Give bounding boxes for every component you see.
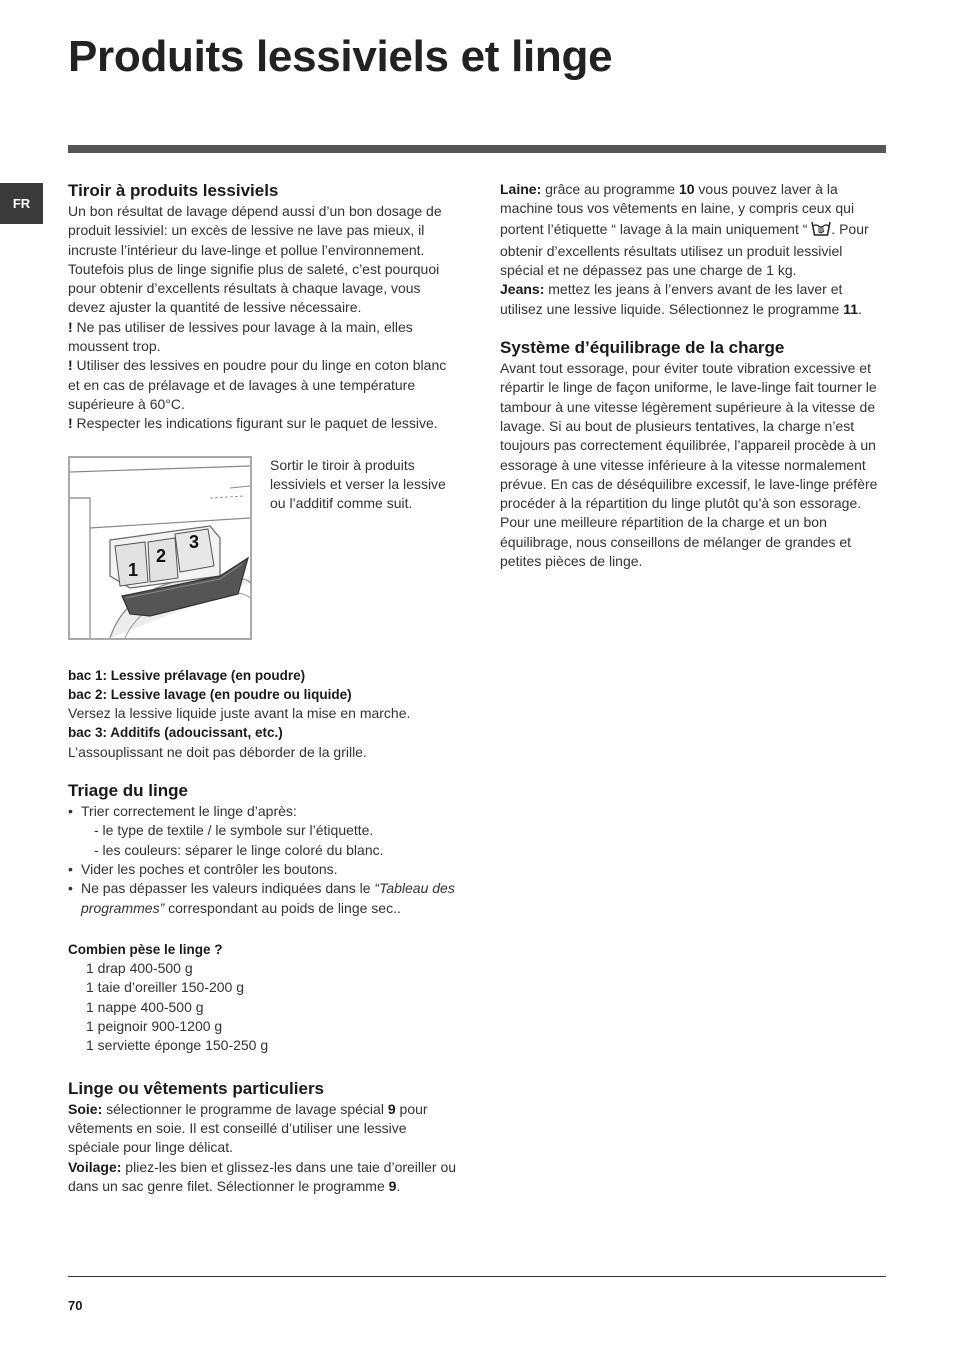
- left-column: [68, 180, 458, 1196]
- page-number: 70: [68, 1298, 83, 1313]
- language-tab: FR: [0, 183, 43, 224]
- warning-mark: !: [68, 318, 73, 335]
- list-item: • Trier correctement le linge d’après: - le type de textile / le symbole sur l’étiquette. - les couleurs: séparer le linge coloré du blanc.: [68, 802, 458, 860]
- compartment-number-3: 3: [189, 531, 200, 552]
- figure-caption: Sortir le tiroir à produits lessiviels et verser la lessive ou l’additif comme suit.: [270, 456, 446, 512]
- list-item: 1 nappe 400-500 g: [86, 998, 204, 1015]
- footer-rule: [68, 1276, 886, 1277]
- laine-paragraph: Laine: grâce au programme 10 vous pouvez laver à la machine tous vos vêtements en laine, y compris ceux qui portent l’étiquette “ lavage à la main uniquement “ . Pour obtenir d’excellents résultats utilisez un produit lessiviel spécial et ne dépassez pas une charge de 1 kg.: [500, 181, 869, 279]
- bac-3-note: L’assouplissant ne doit pas déborder de la grille.: [68, 743, 367, 760]
- section-heading-tiroir: Tiroir à produits lessiviels: [68, 181, 279, 200]
- bac-2-label: bac 2: Lessive lavage (en poudre ou liquide): [68, 686, 352, 702]
- equilibrage-text: Avant tout essorage, pour éviter toute vibration excessive et répartir le linge de façon uniforme, le lave-linge fait tourner le tambour à une vitesse légèrement supérieure à la vitesse de lavage. Si au bout de plusieurs tentatives, la charge n’est toujours pas correctement équilibrée, l’appareil procède à un essorage à une vitesse inférieure à la vitesse normalement prévue. En cas de déséquilibre excessif, le lave-linge préfère procéder à la répartition du linge plutôt qu’à son essorage. Pour une meilleure répartition de la charge et un bon équilibrage, nous conseillons de mélanger de grandes et petites pièces de linge.: [500, 360, 878, 570]
- compartment-list: [68, 666, 458, 762]
- warning-3: ! Respecter les indications figurant sur le paquet de lessive.: [68, 415, 438, 432]
- page-title: Produits lessiviels et linge: [68, 32, 613, 81]
- drawer-drawing: [70, 458, 250, 638]
- triage-list: [68, 802, 458, 918]
- list-item: 1 peignoir 900-1200 g: [86, 1018, 223, 1035]
- title-rule: [68, 145, 886, 153]
- sub-item: - le type de textile / le symbole sur l’étiquette.: [94, 822, 374, 839]
- weights-title: Combien pèse le linge ?: [68, 941, 223, 957]
- detergent-drawer-illustration: [68, 456, 252, 640]
- compartment-number-1: 1: [128, 559, 139, 580]
- weights-list: [68, 959, 458, 1055]
- bac-2-note: Versez la lessive liquide juste avant la mise en marche.: [68, 705, 411, 722]
- section-heading-particuliers: Linge ou vêtements particuliers: [68, 1078, 325, 1098]
- list-item: 1 drap 400-500 g: [86, 960, 193, 977]
- right-column: [500, 180, 886, 571]
- warning-mark: !: [68, 357, 73, 374]
- list-item: 1 serviette éponge 150-250 g: [86, 1037, 269, 1054]
- list-item: • Vider les poches et contrôler les boutons.: [68, 860, 458, 879]
- bac-3-label: bac 3: Additifs (adoucissant, etc.): [68, 725, 283, 741]
- list-item: 1 taie d’oreiller 150-200 g: [86, 979, 244, 996]
- warning-2: ! Utiliser des lessives en poudre pour du linge en coton blanc et en cas de prélavage et de lavages à une température supérieure à 60°C.: [68, 357, 447, 412]
- compartment-number-2: 2: [156, 545, 167, 566]
- section-heading-triage: Triage du linge: [68, 781, 188, 801]
- tiroir-intro: Un bon résultat de lavage dépend aussi d’un bon dosage de produit lessiviel: un excès de lessive ne lave pas mieux, il incruste l’intérieur du lave-linge et pollue l’environnement. Toutefois plus de linge signifie plus de saleté, c’est pourquoi pour obtenir d’excellents résultats à chaque lavage, vous devez ajuster la quantité de lessive nécessaire.: [68, 203, 442, 316]
- voilage-paragraph: Voilage: pliez-les bien et glissez-les dans une taie d’oreiller ou dans un sac genre filet. Sélectionner le programme 9.: [68, 1158, 457, 1194]
- jeans-paragraph: Jeans: mettez les jeans à l’envers avant de les laver et utilisez une lessive liquide. Sélectionnez le programme 11.: [500, 281, 862, 317]
- warning-mark: !: [68, 415, 73, 432]
- soie-paragraph: Soie: sélectionner le programme de lavage spécial 9 pour vêtements en soie. Il est conseillé d’utiliser une lessive spéciale pour linge délicat.: [68, 1100, 428, 1156]
- warning-1: ! Ne pas utiliser de lessives pour lavage à la main, elles moussent trop.: [68, 318, 413, 355]
- drawer-figure-row: [68, 456, 458, 640]
- section-heading-equilibrage: Système d’équilibrage de la charge: [500, 338, 785, 358]
- list-item: • Ne pas dépasser les valeurs indiquées dans le “Tableau des programmes” correspondant au poids de linge sec..: [68, 879, 458, 918]
- sub-item: - les couleurs: séparer le linge coloré du blanc.: [94, 841, 384, 858]
- bac-1-label: bac 1: Lessive prélavage (en poudre): [68, 667, 306, 683]
- hand-wash-icon: [811, 219, 831, 242]
